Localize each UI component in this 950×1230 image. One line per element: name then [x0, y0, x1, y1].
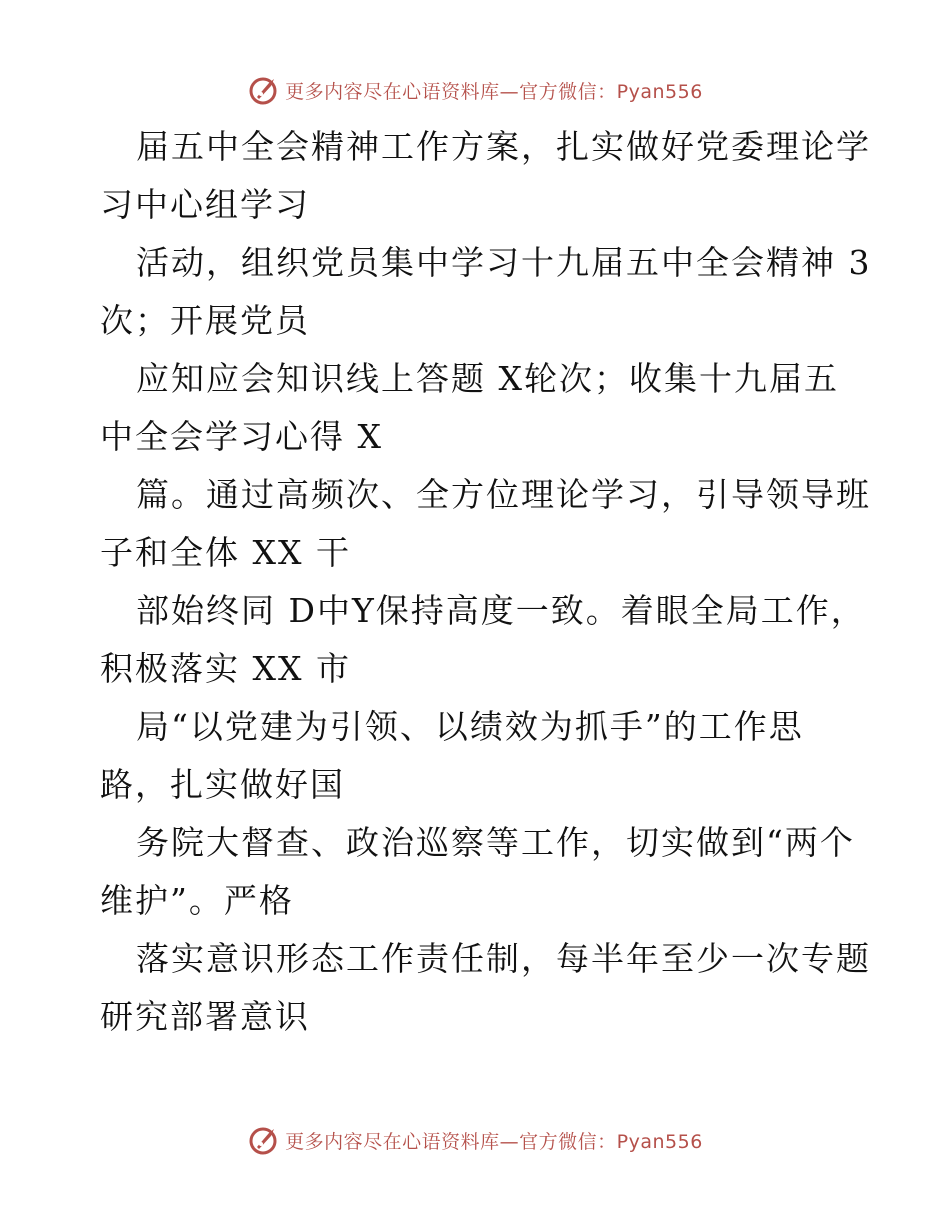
text-line: 务院大督查、政治巡察等工作，切实做到“两个	[136, 823, 855, 862]
watermark-footer	[0, 1120, 950, 1160]
pen-nib-logo-icon	[247, 1123, 281, 1157]
document-body	[100, 118, 872, 1046]
text-line: 应知应会知识线上答题 X轮次；收集十九届五	[136, 359, 839, 398]
watermark-text: 更多内容尽在心语资料库—官方微信：Pyan556	[285, 80, 703, 103]
text-line: 篇。通过高频次、全方位理论学习，引导领导班	[136, 475, 871, 514]
text-line: 习中心组学习	[100, 185, 310, 224]
watermark-text: 更多内容尽在心语资料库—官方微信：Pyan556	[285, 1130, 703, 1153]
text-line: 积极落实 XX 市	[100, 649, 351, 688]
text-line: 次；开展党员	[100, 301, 310, 340]
text-line: 维护”。严格	[100, 881, 294, 920]
text-line: 部始终同 D中Y保持高度一致。着眼全局工作，	[136, 591, 866, 630]
watermark-header	[0, 70, 950, 110]
text-line: 落实意识形态工作责任制，每半年至少一次专题	[136, 939, 871, 978]
text-line: 届五中全会精神工作方案，扎实做好党委理论学	[136, 127, 871, 166]
text-line: 局“以党建为引领、以绩效为抓手”的工作思	[136, 707, 804, 746]
text-line: 子和全体 XX 干	[100, 533, 351, 572]
text-line: 中全会学习心得 X	[100, 417, 383, 456]
pen-nib-logo-icon	[247, 73, 281, 107]
text-line: 活动，组织党员集中学习十九届五中全会精神 3	[136, 243, 872, 282]
text-line: 路，扎实做好国	[100, 765, 345, 804]
text-line: 研究部署意识	[100, 997, 310, 1036]
